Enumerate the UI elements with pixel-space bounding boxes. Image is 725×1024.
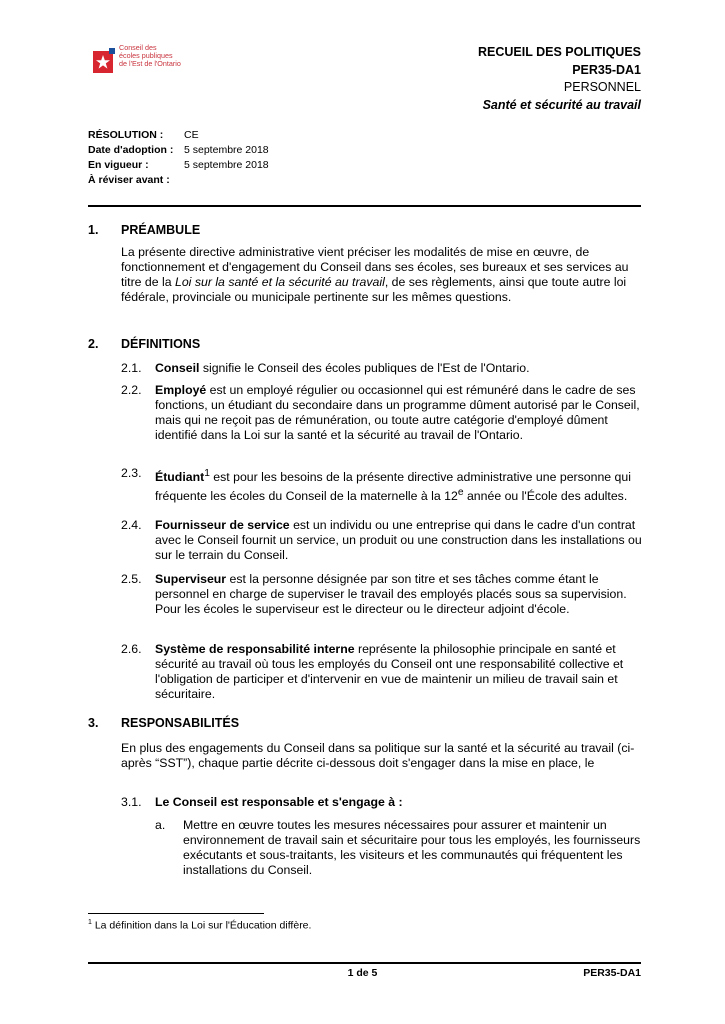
meta-row <box>88 158 269 173</box>
footnote-ref: 1 <box>204 468 210 479</box>
definition-text: est un individu ou une entreprise qui dans le cadre d'un contrat avec le Conseil fournit un service, un produit ou une construction dans les installations ou sur le terrain du Conseil. <box>155 518 642 562</box>
footer-divider <box>88 962 641 964</box>
preamble-paragraph <box>121 245 641 305</box>
logo-line: Conseil des <box>119 43 157 52</box>
section-number: 1. <box>88 223 99 237</box>
resolution-metadata <box>88 128 269 188</box>
document-subject: Santé et sécurité au travail <box>482 97 641 112</box>
section-title: DÉFINITIONS <box>121 337 201 351</box>
footnote <box>88 919 311 932</box>
definition-term: Conseil <box>155 361 200 375</box>
meta-row <box>88 143 269 158</box>
page-number: 1 de 5 <box>347 967 378 979</box>
item-number: 2.6. <box>121 642 142 656</box>
logo-line: écoles publiques <box>119 51 173 61</box>
board-logo <box>93 44 233 84</box>
meta-label: En vigueur : <box>88 159 149 171</box>
definition-term: Système de responsabilité interne <box>155 642 355 656</box>
meta-value: 5 septembre 2018 <box>184 144 269 156</box>
definition-term: Fournisseur de service <box>155 518 290 532</box>
meta-label: Date d'adoption : <box>88 144 174 156</box>
category: PERSONNEL <box>563 80 641 94</box>
item-number: 2.5. <box>121 572 142 586</box>
definition-term: Employé <box>155 383 207 397</box>
document-code: PER35-DA1 <box>572 62 641 77</box>
definition-text: est la personne désignée par son titre et ses tâches comme étant le personnel en charge de superviser le travail des employés placés sous sa supervision. Pour les écoles le superviseur est le directeur ou le directeur adjoint d'école. <box>155 572 627 616</box>
section-title: RESPONSABILITÉS <box>121 716 240 730</box>
footnote-mark: 1 <box>88 919 92 926</box>
list-item-text: Mettre en œuvre toutes les mesures nécessaires pour assurer et maintenir un environnement de travail sain et sécuritaire pour tous les employés, les fournisseurs exécutants et sous-traitants, les visiteurs et les communautés qui fréquentent les installations du Conseil. <box>183 818 641 877</box>
meta-label: RÉSOLUTION : <box>88 129 164 141</box>
law-title: Loi sur la santé et la sécurité au travail <box>175 275 385 289</box>
definition-text: est un employé régulier ou occasionnel qui est rémunéré dans le cadre de ses fonctions, un étudiant du secondaire dans un programme dûment autorisé par le Conseil, mais qui ne reçoit pas de rémunération, ou toute autre catégorie d'employé dûment identifié dans la Loi sur la santé et la sécurité au travail de l'Ontario. <box>155 383 640 442</box>
definition-text: représente la philosophie principale en santé et sécurité au travail où tous les employés du Conseil ont une responsabilité collective et l'obligation de participer et d'intervenir en vue de maintenir un milieu de travail sain et sécuritaire. <box>155 642 624 701</box>
collection-title: RECUEIL DES POLITIQUES <box>478 45 641 59</box>
definition-term: Superviseur <box>155 572 227 586</box>
superscript: e <box>457 487 464 499</box>
footer-document-code: PER35-DA1 <box>583 967 641 979</box>
definition-text: est pour les besoins de la présente directive administrative une personne qui fréquente les écoles du Conseil de la maternelle à la 12 <box>155 470 631 504</box>
document-header <box>478 44 641 114</box>
item-number: 2.3. <box>121 466 142 480</box>
definition-text: année ou l'École des adultes. <box>463 489 628 504</box>
item-number: 2.1. <box>121 361 142 375</box>
item-number: 3.1. <box>121 795 142 809</box>
definition-term: Étudiant <box>155 470 205 485</box>
footnote-text: La définition dans la Loi sur l'Éducation diffère. <box>91 919 312 932</box>
responsibilities-intro: En plus des engagements du Conseil dans sa politique sur la santé et la sécurité au travail (ci-après “SST”), chaque partie décrite ci-dessous doit s'engager dans la mise en place, le <box>121 741 635 770</box>
meta-value: CE <box>184 129 199 141</box>
item-number: 2.4. <box>121 518 142 532</box>
list-marker: a. <box>155 818 166 832</box>
section-number: 2. <box>88 337 99 351</box>
preamble-text: La présente directive administrative vient préciser les modalités de mise en œuvre, de fonctionnement et d'engagement du Conseil dans ses écoles, ses bureaux et ses services au titre de la <box>121 245 629 289</box>
item-number: 2.2. <box>121 383 142 397</box>
subsection-title: Le Conseil est responsable et s'engage à : <box>155 795 403 809</box>
meta-row <box>88 173 269 188</box>
section-number: 3. <box>88 716 99 730</box>
definition-text: signifie le Conseil des écoles publiques de l'Est de l'Ontario. <box>199 361 530 375</box>
meta-value: 5 septembre 2018 <box>184 159 269 171</box>
meta-row <box>88 128 269 143</box>
preamble-text: , de ses règlements, ainsi que toute autre loi fédérale, provinciale ou municipale pertinente sur les mêmes questions. <box>121 275 627 304</box>
logo-wordmark <box>119 44 181 69</box>
meta-label: À réviser avant : <box>88 174 170 186</box>
footnote-separator <box>88 913 264 914</box>
star-logo-icon <box>93 48 117 78</box>
logo-line: de l'Est de l'Ontario <box>119 59 181 69</box>
divider <box>88 205 641 207</box>
section-title: PRÉAMBULE <box>121 223 201 237</box>
